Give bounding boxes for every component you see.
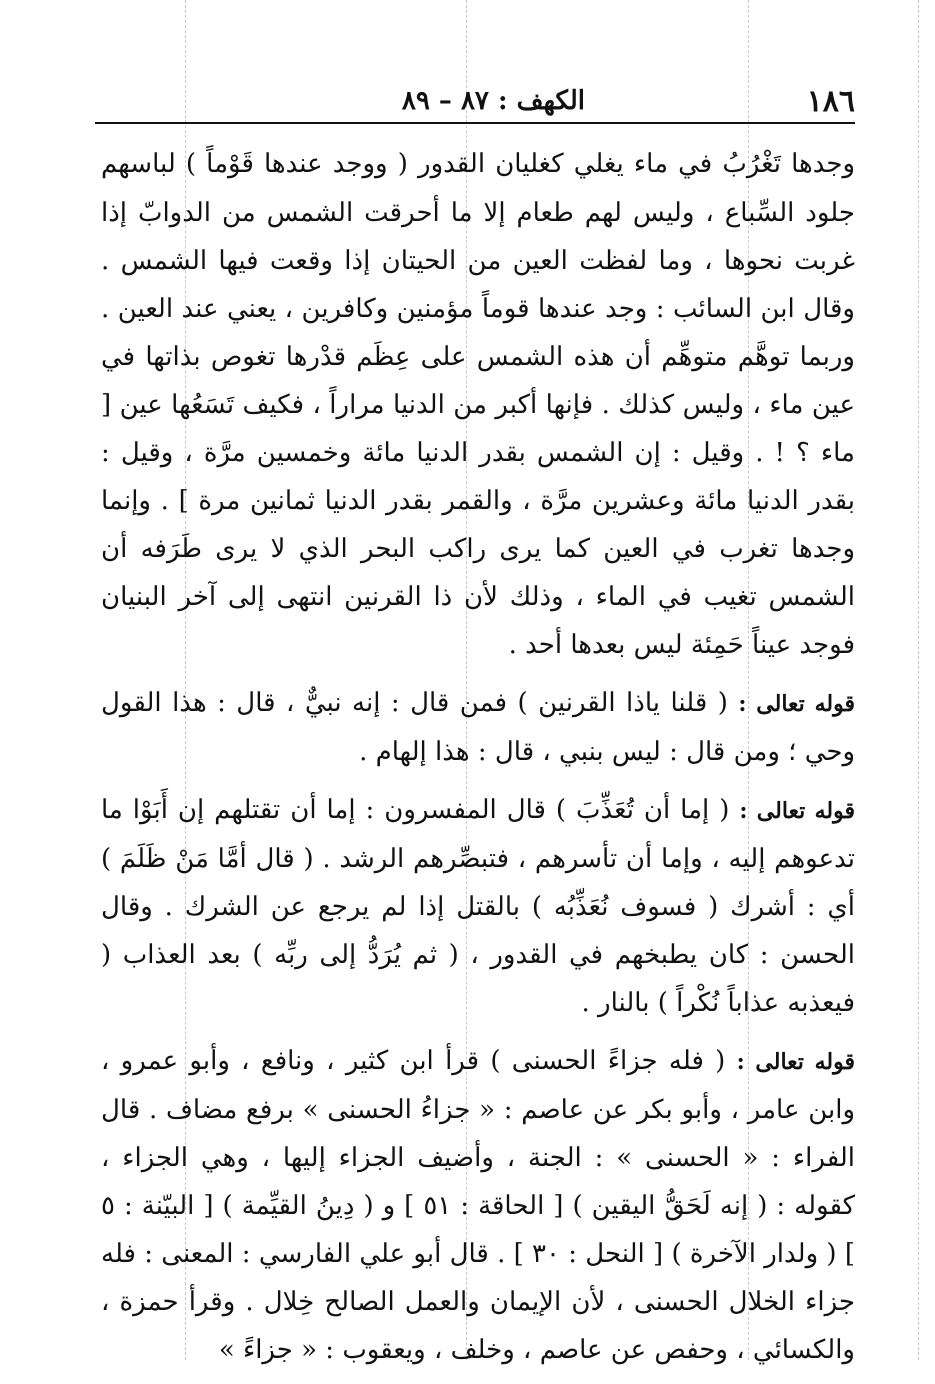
paragraph-text: ( فله جزاءً الحسنى ) قرأ ابن كثير ، ونافع ، وأبو عمرو ، وابن عامر ، وأبو بكر عن عاصم : « جزاءُ الحسنى » برفع مضاف . قال الفراء : « الحسنى » : الجنة ، وأضيف الجزاء إليها ، وهي الجزاء ، كقوله : ( إنه لَحَقُّ اليقين ) [ الحاقة : ٥١ ] و ( دِينُ القيِّمة ) [ البيّنة : ٥ ] ( ولدار الآخرة ) [ النحل : ٣٠ ] . قال أبو علي الفارسي : المعنى : فله جزاء الخلال الحسنى ، لأن الإيمان والعمل الصالح خِلال . وقرأ حمزة ، والكسائي ، وحفص عن عاصم ، وخلف ، ويعقوب : « جزاءً » — [101, 1046, 855, 1365]
page-number: ١٨٦ — [806, 84, 855, 119]
guide-line — [918, 0, 919, 1360]
paragraph-text: وجدها تَغْرُبُ في ماء يغلي كغليان القدور ( ووجد عندها قَوْماً ) لباسهم جلود السِّباع ، وليس لهم طعام إلا ما أحرقت الشمس من الدوابّ إذا غربت نحوها ، وما لفظت العين من الحيتان إذا وقعت فيها الشمس . وقال ابن السائب : وجد عندها قوماً مؤمنين وكافرين ، يعني عند العين . وربما توهَّم متوهِّم أن هذه الشمس على عِظَم قدْرها تغوص بذاتها في عين ماء ، وليس كذلك . فإنها أكبر من الدنيا مراراً ، فكيف تَسَعُها عين [ ماء ؟ ! . وقيل : إن الشمس بقدر الدنيا مائة وخمسين مرَّة ، وقيل : بقدر الدنيا مائة وعشرين مرَّة ، والقمر بقدر الدنيا ثمانين مرة ] . وإنما وجدها تغرب في العين كما يرى راكب البحر الذي لا يرى طَرَفه أن الشمس تغيب في الماء ، وذلك لأن ذا القرنين انتهى إلى آخر البنيان فوجد عيناً حَمِئة ليس بعدها أحد . — [101, 149, 855, 660]
paragraph — [101, 1037, 855, 1374]
running-head: الكهف : ٨٧ – ٨٩ — [401, 86, 585, 116]
page-header — [95, 84, 855, 122]
paragraph — [101, 140, 855, 669]
book-page — [95, 84, 855, 1384]
page-body — [95, 140, 855, 1374]
paragraph-lead: قوله تعالى : — [736, 1049, 855, 1075]
paragraph — [101, 679, 855, 776]
paragraph-lead: قوله تعالى : — [738, 691, 855, 717]
paragraph — [101, 786, 855, 1027]
paragraph-text: ( إما أن تُعَذِّبَ ) قال المفسرون : إما أن تقتلهم إن أَبَوْا ما تدعوهم إليه ، وإما أن تأسرهم ، فتبصِّرهم الرشد . ( قال أمَّا مَنْ ظَلَمَ ) أي : أشرك ( فسوف نُعَذِّبُه ) بالقتل إذا لم يرجع عن الشرك . وقال الحسن : كان يطبخهم في القدور ، ( ثم يُرَدُّ إلى ربِّه ) بعد العذاب ( فيعذبه عذاباً نُكْراً ) بالنار . — [101, 795, 855, 1018]
header-rule — [95, 122, 855, 124]
paragraph-lead: قوله تعالى : — [739, 798, 855, 824]
paragraph-text: ( قلنا ياذا القرنين ) فمن قال : إنه نبيٌّ ، قال : هذا القول وحي ؛ ومن قال : ليس بنبي ، قال : هذا إلهام . — [101, 688, 855, 767]
